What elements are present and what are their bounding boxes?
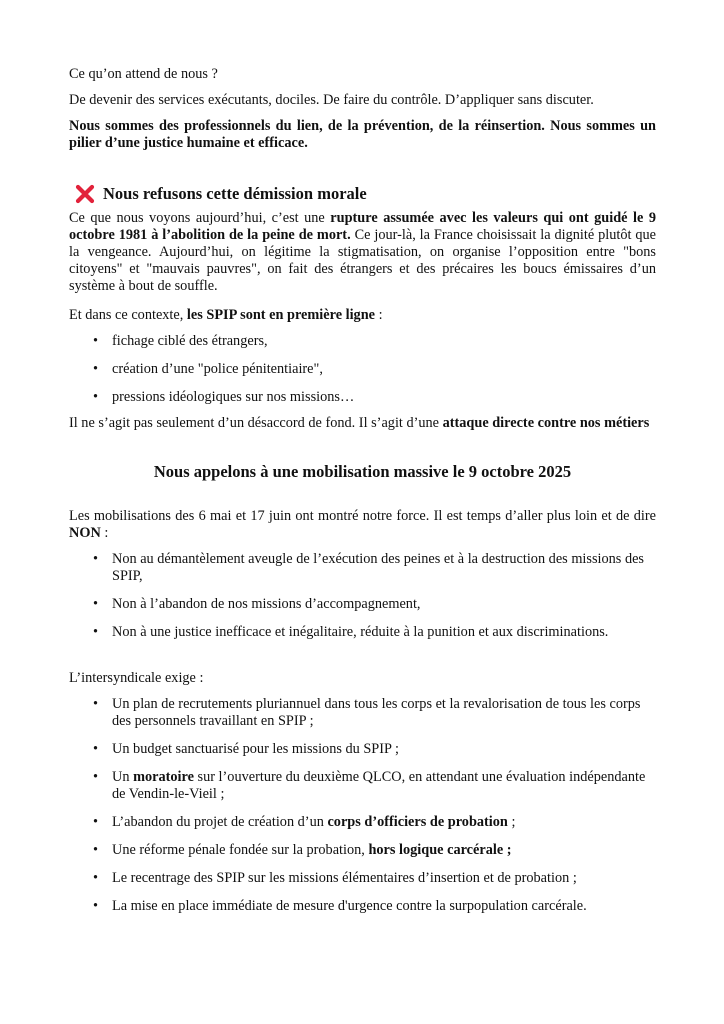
list-item-text: La mise en place immédiate de mesure d'urgence contre la surpopulation carcérale. — [112, 898, 587, 914]
bullet-dot: • — [93, 389, 99, 405]
intro-answer: De devenir des services exécutants, dociles. De faire du contrôle. D’appliquer sans discuter. — [69, 92, 594, 108]
attack-paragraph — [69, 415, 656, 432]
list-item — [69, 551, 656, 585]
list-item — [69, 741, 656, 758]
bullet-dot: • — [93, 361, 99, 377]
list-item-text: fichage ciblé des étrangers, — [112, 333, 268, 349]
context-paragraph — [69, 307, 656, 324]
list-item-text: Non au démantèlement aveugle de l’exécution des peines et à la destruction des missions des SPIP, — [112, 551, 645, 584]
list-item-text: Non à une justice inefficace et inégalitaire, réduite à la punition et aux discriminations. — [112, 624, 609, 640]
demands-bullet-list — [69, 696, 656, 915]
text-run: Les mobilisations des 6 mai et 17 juin ont montré notre force. Il est temps d’aller plus loin et de dire — [69, 508, 656, 524]
mobilisation-paragraph — [69, 508, 656, 542]
bullet-dot: • — [93, 842, 99, 858]
text-run: Il ne s’agit pas seulement d’un désaccord de fond. Il s’agit d’une — [69, 415, 443, 431]
intro-question: Ce qu’on attend de nous ? — [69, 66, 218, 82]
text-run: L’abandon du projet de création d’un — [112, 814, 328, 830]
list-item — [69, 333, 656, 350]
bold-run: corps d’officiers de probation — [327, 814, 508, 830]
list-item — [69, 870, 656, 887]
bold-run: les SPIP sont en première ligne — [186, 307, 376, 323]
text-run: Ce jour-là, la France choisissait la dignité plutôt que la vengeance. Aujourd’hui, on légitime la stigmatisation, on organise l’opposition entre "bons citoyens" et "mauvais pauvres", on fait des étrangers et des précaires les boucs émissaires d’un système à bout de souffle. — [69, 227, 657, 294]
mobilisation-heading: Nous appelons à une mobilisation massive le 9 octobre 2025 — [153, 462, 572, 481]
text-run: Un — [112, 769, 134, 785]
section-refuse-paragraph — [69, 210, 656, 295]
intersyndicale-intro: L’intersyndicale exige : — [69, 670, 204, 686]
text-run: ; — [507, 814, 516, 830]
bullet-dot: • — [93, 741, 99, 757]
list-item-text: pressions idéologiques sur nos missions… — [112, 389, 355, 405]
text-run: : — [375, 307, 383, 323]
bullet-dot: • — [93, 333, 99, 349]
bullet-dot: • — [93, 769, 99, 785]
bullet-dot: • — [93, 696, 99, 712]
list-item-text: Le recentrage des SPIP sur les missions élémentaires d’insertion et de probation ; — [112, 870, 577, 886]
text-run: : — [100, 525, 109, 541]
text-run: sur l’ouverture du deuxième QLCO, en attendant une évaluation indépendante de Vendin-le-Vieil ; — [112, 769, 646, 802]
list-item — [69, 389, 656, 406]
bold-run: moratoire — [133, 769, 194, 785]
list-item — [69, 769, 656, 803]
bullet-dot: • — [93, 551, 99, 567]
list-item — [69, 624, 656, 641]
bold-run: hors logique carcérale ; — [368, 842, 512, 858]
text-run: Et dans ce contexte, — [69, 307, 187, 323]
context-bullet-list — [69, 333, 656, 406]
bullet-dot: • — [93, 596, 99, 612]
bold-run: attaque directe contre nos métiers — [442, 415, 650, 431]
list-item-text: Un budget sanctuarisé pour les missions du SPIP ; — [112, 741, 399, 757]
section-refuse-heading — [69, 184, 656, 204]
bullet-dot: • — [93, 898, 99, 914]
bullet-dot: • — [93, 624, 99, 640]
list-item — [69, 696, 656, 730]
bullet-dot: • — [93, 814, 99, 830]
bold-run: rupture assumée avec les valeurs qui ont guidé le 9 octobre 1981 à l’abolition de la peine de mort. — [69, 210, 656, 243]
refusal-bullet-list — [69, 551, 656, 641]
text-run: Ce que nous voyons aujourd’hui, c’est une — [69, 210, 331, 226]
list-item — [69, 898, 656, 915]
list-item — [69, 596, 656, 613]
bullet-dot: • — [93, 870, 99, 886]
list-item-text: Non à l’abandon de nos missions d’accompagnement, — [112, 596, 421, 612]
list-item — [69, 361, 656, 378]
bold-run: NON — [69, 525, 101, 541]
list-item — [69, 842, 656, 859]
intro-statement: Nous sommes des professionnels du lien, de la prévention, de la réinsertion. Nous sommes un pilier d’une justice humaine et efficace. — [69, 118, 656, 151]
section-refuse-title: Nous refusons cette démission morale — [103, 184, 367, 203]
list-item — [69, 814, 656, 831]
red-cross-mark-icon — [75, 184, 95, 204]
list-item-text: création d’une "police pénitentiaire", — [112, 361, 323, 377]
text-run: Une réforme pénale fondée sur la probation, — [112, 842, 369, 858]
list-item-text: Un plan de recrutements pluriannuel dans tous les corps et la revalorisation de tous les corps des personnels travaillant en SPIP ; — [112, 696, 641, 729]
